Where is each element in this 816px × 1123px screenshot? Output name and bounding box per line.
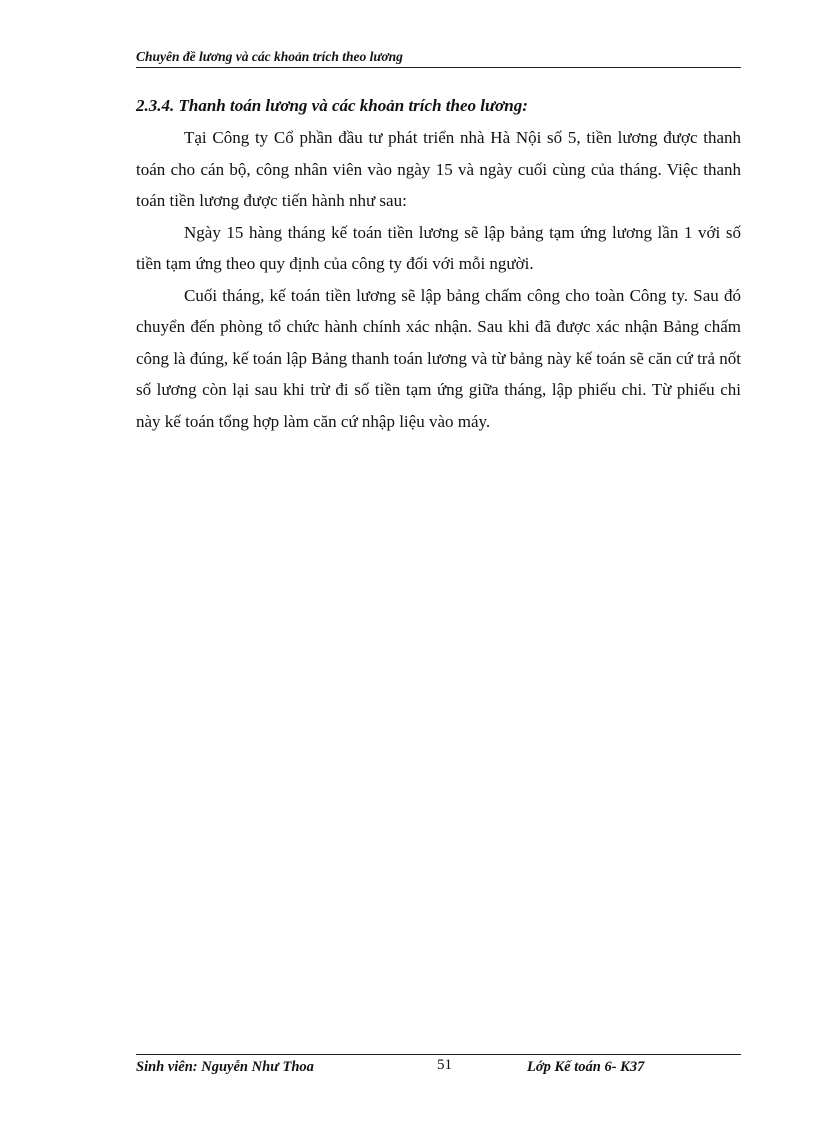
body-text — [136, 122, 741, 437]
header-title: Chuyên đề lương và các khoản trích theo lương — [136, 49, 403, 64]
page-number: 51 — [437, 1057, 452, 1073]
footer-student: Sinh viên: Nguyễn Như Thoa — [136, 1059, 314, 1075]
running-header — [136, 48, 741, 68]
paragraph-1: Tại Công ty Cổ phần đầu tư phát triển nhà Hà Nội số 5, tiền lương được thanh toán cho cán bộ, công nhân viên vào ngày 15 và ngày cuối cùng của tháng. Việc thanh toán tiền lương được tiến hành như sau: — [136, 128, 741, 210]
paragraph-2: Ngày 15 hàng tháng kế toán tiền lương sẽ lập bảng tạm ứng lương lần 1 với số tiền tạm ứng theo quy định của công ty đối với mỗi người. — [136, 222, 741, 273]
paragraph-3: Cuối tháng, kế toán tiền lương sẽ lập bảng chấm công cho toàn Công ty. Sau đó chuyển đến phòng tổ chức hành chính xác nhận. Sau khi đã được xác nhận Bảng chấm công là đúng, kế toán lập Bảng thanh toán lương và từ bảng này kế toán sẽ căn cứ trả nốt số lương còn lại sau khi trừ đi số tiền tạm ứng giữa tháng, lập phiếu chi. Từ phiếu chi này kế toán tổng hợp làm căn cứ nhập liệu vào máy. — [136, 285, 741, 431]
footer-class: Lớp Kế toán 6- K37 — [527, 1059, 645, 1075]
section-heading: 2.3.4. Thanh toán lương và các khoản trích theo lương: — [136, 96, 528, 115]
footer-divider — [136, 1054, 741, 1055]
